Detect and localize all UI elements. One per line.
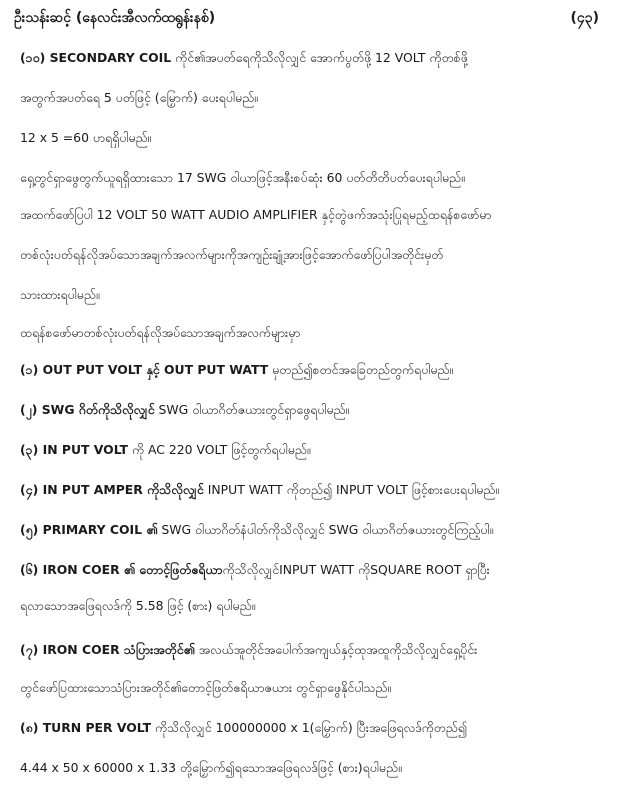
text-line xyxy=(20,640,610,660)
text-line xyxy=(20,88,610,108)
line-text: တွင်ဖော်ပြထားသောသံပြားအတိုင်၏တောင့်ဖြတ်ဧရိယာဇယား တွင်ရှာဖွေနိုင်ပါသည်။ xyxy=(20,680,392,695)
text-line xyxy=(20,168,610,188)
line-text: အလယ်အူတိုင်အပေါက်အကျယ်နှင့်ထုအထူကိုသိလိုလျှင်ရှေ့ပိုင်း xyxy=(194,642,478,657)
text-line xyxy=(20,285,610,305)
line-text: SWG ဝါယာဂိတ်နံပါတ်ကိုသိလိုလျှင် SWG ဝါယာဂိတ်ဇယားတွင်ကြည့်ပါ။ xyxy=(157,522,494,537)
text-line xyxy=(20,400,610,420)
bold-label: (၂) SWG ဂိတ်ကိုသိလိုလျှင် xyxy=(20,402,155,417)
bold-label: (၇) IRON COER သံပြားအတိုင်၏ xyxy=(20,642,195,657)
line-text: ရလာသောအဖြေရလဒ်ကို 5.58 ဖြင့် (စား) ရပါမည်။ xyxy=(20,598,256,613)
line-text: INPUT WATT ကိုတည်၍ INPUT VOLT ဖြင့်စားပေးရပါမည်။ xyxy=(203,482,500,497)
bold-label: (၁၀) SECONDARY COIL xyxy=(20,50,172,65)
text-line xyxy=(20,718,610,738)
text-line xyxy=(20,520,610,540)
line-text: အတွက်အပတ်ရေ 5 ပတ်ဖြင့် (မြှောက်) ပေးရပါမည်။ xyxy=(20,90,258,105)
line-text: ကိုင်၏အပတ်ရေကိုသိလိုလျှင် အောက်ပွတ်ဖို့ 12 VOLT ကိုတစ်ဖို့ xyxy=(171,50,468,65)
bold-label: (၃) IN PUT VOLT xyxy=(20,442,129,457)
line-text: တစ်လုံးပတ်ရန်လိုအပ်သောအချက်အလက်များကိုအကျဉ်းချုံ့အားဖြင့်အောက်ဖော်ပြပါအတိုင်းမှတ် xyxy=(20,247,444,262)
line-text: ကိုသိလိုလျှင်INPUT WATT ကိုSQUARE ROOT ရှာပြီး xyxy=(222,562,490,577)
bold-label: (၄) IN PUT AMPER ကိုသိလိုလျှင် xyxy=(20,482,204,497)
line-text: ရှေ့တွင်ရှာဖွေတွက်ယူရရှိထားသော 17 SWG ဝါယာဖြင့်အနီးစပ်ဆုံး 60 ပတ်တိတိပတ်ပေးရပါမည်။ xyxy=(20,170,465,185)
bold-label: (၁) OUT PUT VOLT နှင့် OUT PUT WATT xyxy=(20,362,269,377)
line-text: သားထားရပါမည်။ xyxy=(20,287,100,302)
text-line xyxy=(20,245,610,265)
line-text: ထရန်စဖော်မာတစ်လုံးပတ်ရန်လိုအပ်သောအချက်အလက်များမှာ xyxy=(20,325,301,340)
bold-label: (၆) IRON COER ၏ တောင့်ဖြတ်ဧရိယာ xyxy=(20,562,223,577)
text-line xyxy=(20,48,610,68)
page-header xyxy=(14,8,607,32)
line-text: SWG ဝါယာဂိတ်ဇယားတွင်ရှာဖွေရပါမည်။ xyxy=(154,402,350,417)
text-line xyxy=(20,480,610,500)
line-text: ကိုသိလိုလျှင် 100000000 x 1(မြှောက်) ပြီးအဖြေရလဒ်ကိုတည်၍ xyxy=(151,720,468,735)
bold-label: (၅) PRIMARY COIL ၏ xyxy=(20,522,158,537)
text-line xyxy=(20,560,610,580)
text-line xyxy=(20,323,610,343)
text-line xyxy=(20,440,610,460)
text-line xyxy=(20,205,610,225)
text-line xyxy=(20,360,610,380)
line-text: မှတည်၍စတင်အခြေတည်တွက်ရပါမည်။ xyxy=(268,362,454,377)
line-text: ကို AC 220 VOLT ဖြင့်တွက်ရပါမည်။ xyxy=(128,442,311,457)
text-line xyxy=(20,678,610,698)
author-title: ဦးသန်းဆင့် (နေလင်းအီလက်ထရွန်းနစ်) xyxy=(14,10,216,26)
line-text: အထက်ဖော်ပြပါ 12 VOLT 50 WATT AUDIO AMPLIFIER နှင့်တွဲဖက်အသုံးပြုရမည့်ထရန်စဖော်မာ xyxy=(20,207,492,222)
line-text: 4.44 x 50 x 60000 x 1.33 တို့မြှောက်၍ရသောအဖြေရလဒ်ဖြင့် (စား)ရပါမည်။ xyxy=(20,760,402,775)
text-line xyxy=(20,596,610,616)
bold-label: (၈) TURN PER VOLT xyxy=(20,720,152,735)
text-line xyxy=(20,128,610,148)
line-text: 12 x 5 =60 ပာရရှိပါမည်။ xyxy=(20,130,152,145)
text-line xyxy=(20,758,610,778)
page-number: (၄၃) xyxy=(570,10,599,26)
